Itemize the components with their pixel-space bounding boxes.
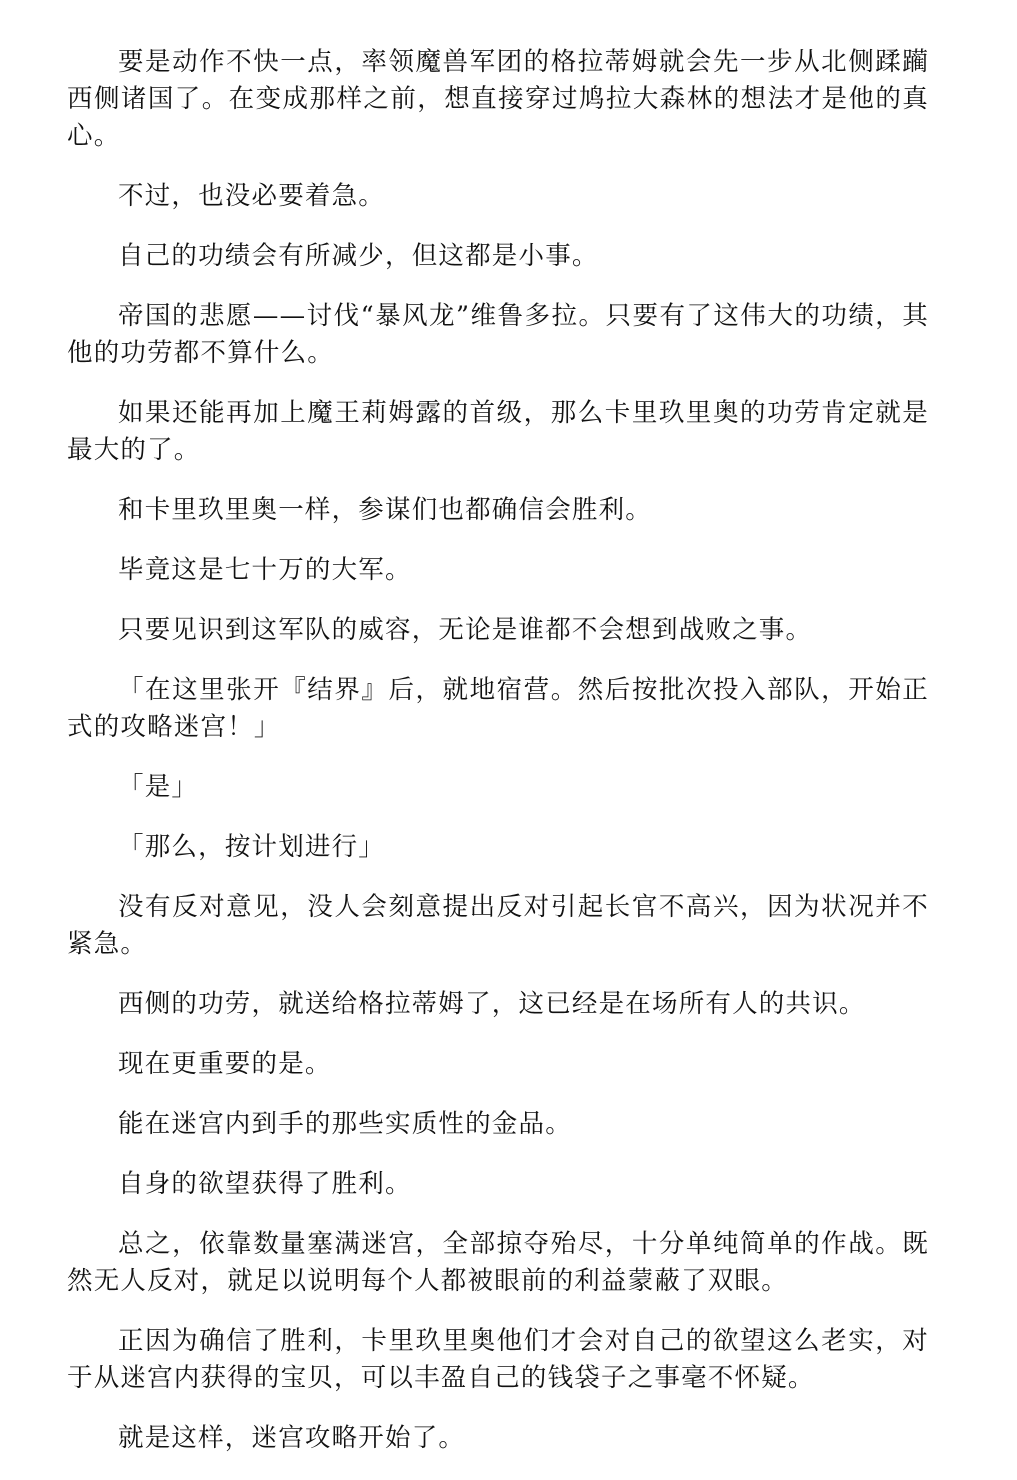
paragraph: 和卡里玖里奥一样，参谋们也都确信会胜利。 bbox=[118, 495, 653, 525]
dialogue-paragraph: 「那么，按计划进行」 bbox=[118, 832, 386, 862]
paragraph: 总之，依靠数量塞满迷宫，全部掠夺殆尽，十分单纯简单的作战。既然无人反对，就足以说明每个人都被眼前的利益蒙蔽了双眼。 bbox=[67, 1229, 929, 1296]
paragraph: 正因为确信了胜利，卡里玖里奥他们才会对自己的欲望这么老实，对于从迷宫内获得的宝贝，可以丰盈自己的钱袋子之事毫不怀疑。 bbox=[67, 1326, 929, 1393]
document-page bbox=[67, 44, 929, 1480]
paragraph: 不过，也没必要着急。 bbox=[118, 181, 386, 211]
paragraph: 如果还能再加上魔王莉姆露的首级，那么卡里玖里奥的功劳肯定就是最大的了。 bbox=[67, 398, 929, 465]
paragraph: 只要见识到这军队的威容，无论是谁都不会想到战败之事。 bbox=[118, 615, 813, 645]
paragraph: 西侧的功劳，就送给格拉蒂姆了，这已经是在场所有人的共识。 bbox=[118, 989, 866, 1019]
paragraph: 自己的功绩会有所减少，但这都是小事。 bbox=[118, 241, 599, 271]
paragraph: 就是这样，迷宫攻略开始了。 bbox=[118, 1423, 466, 1453]
dialogue-paragraph: 「在这里张开『结界』后，就地宿营。然后按批次投入部队，开始正式的攻略迷宫！」 bbox=[67, 675, 929, 742]
paragraph: 帝国的悲愿——讨伐“暴风龙”维鲁多拉。只要有了这伟大的功绩，其他的功劳都不算什么。 bbox=[67, 301, 929, 368]
paragraph: 能在迷宫内到手的那些实质性的金品。 bbox=[118, 1109, 572, 1139]
paragraph: 没有反对意见，没人会刻意提出反对引起长官不高兴，因为状况并不紧急。 bbox=[67, 892, 929, 959]
paragraph: 要是动作不快一点，率领魔兽军团的格拉蒂姆就会先一步从北侧蹂躏西侧诸国了。在变成那样之前，想直接穿过鸠拉大森林的想法才是他的真心。 bbox=[67, 47, 929, 151]
paragraph: 毕竟这是七十万的大军。 bbox=[118, 555, 412, 585]
dialogue-paragraph: 「是」 bbox=[118, 772, 199, 802]
paragraph: 自身的欲望获得了胜利。 bbox=[118, 1169, 412, 1199]
paragraph: 现在更重要的是。 bbox=[118, 1049, 332, 1079]
